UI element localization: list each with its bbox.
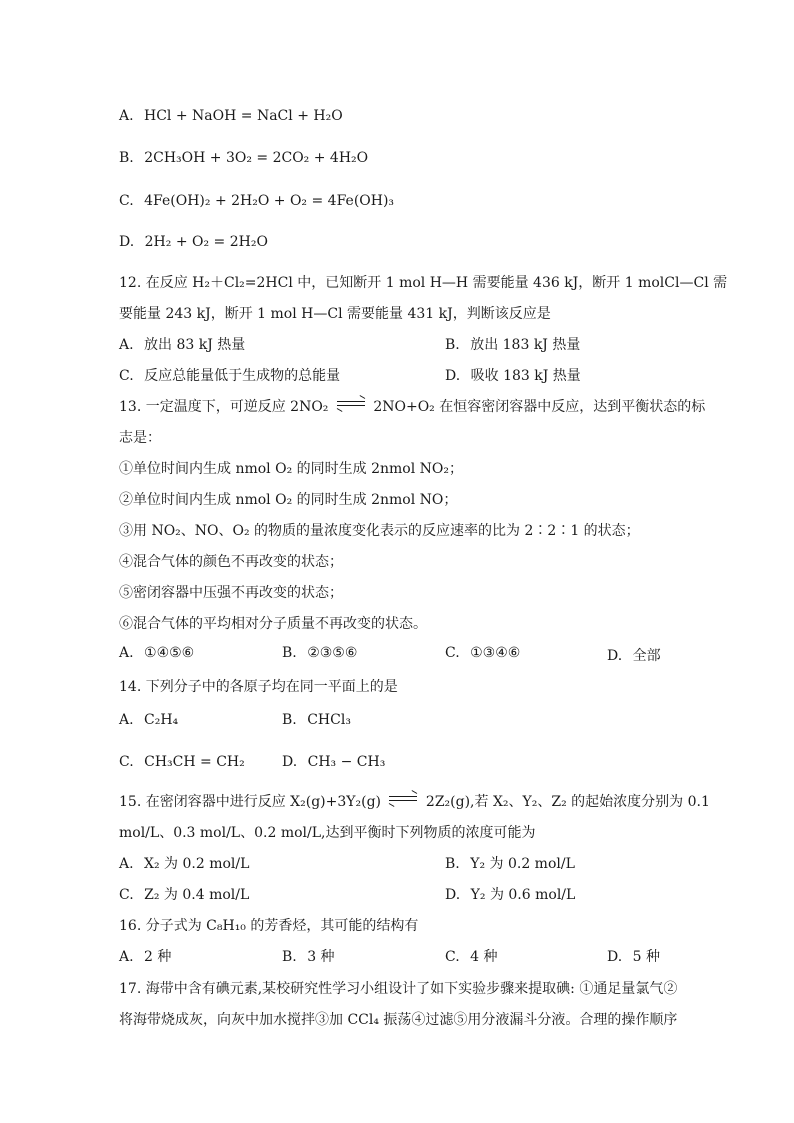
option-text: 4Fe(OH)₂ + 2H₂O + O₂ = 4Fe(OH)₃	[144, 193, 395, 209]
option-text: 吸收 183 kJ 热量	[470, 368, 581, 384]
q17-stem-line1: 17. 海带中含有碘元素,某校研究性学习小组设计了如下实验步骤来提取碘: ①通足量氯气②	[119, 981, 678, 997]
q12-stem-line1: 12. 在反应 H₂＋Cl₂=2HCl 中，已知断开 1 mol H—H 需要能量 436 kJ，断开 1 molCl—Cl 需	[119, 275, 728, 291]
option-text: ②③⑤⑥	[307, 645, 358, 661]
q17-stem-line2: 将海带烧成灰，向灰中加水搅拌③加 CCl₄ 振荡④过滤⑤用分液漏斗分液。合理的操作顺序	[119, 1012, 678, 1028]
option-text: HCl + NaOH = NaCl + H₂O	[144, 108, 343, 124]
option-text: 5 种	[632, 949, 660, 965]
option-text: CH₃CH = CH₂	[144, 754, 245, 770]
q13-item-5: ⑤密闭容器中压强不再改变的状态；	[119, 585, 343, 601]
q14-option-a	[119, 712, 178, 728]
option-text: 反应总能量低于生成物的总能量	[144, 368, 341, 384]
q13-item-4: ④混合气体的颜色不再改变的状态；	[119, 554, 343, 570]
option-text: X₂ 为 0.2 mol/L	[144, 856, 250, 872]
option-label: C.	[119, 887, 134, 903]
q14-option-c	[119, 754, 245, 770]
q11-option-d	[119, 234, 268, 250]
option-label: A.	[119, 712, 134, 728]
q13-item-3: ③用 NO₂、NO、O₂ 的物质的量浓度变化表示的反应速率的比为 2∶2∶1 的状态；	[119, 523, 640, 539]
stem-text: 2NO+O₂ 在恒容密闭容器中反应，达到平衡状态的标	[373, 399, 706, 415]
q16-stem: 16. 分子式为 C₈H₁₀ 的芳香烃，其可能的结构有	[119, 918, 419, 934]
q14-option-d	[282, 754, 385, 770]
option-text: 全部	[632, 648, 661, 664]
option-text: Y₂ 为 0.6 mol/L	[470, 887, 576, 903]
q13-stem-line1	[119, 396, 705, 416]
q16-option-d	[607, 946, 660, 966]
q13-item-6: ⑥混合气体的平均相对分子质量不再改变的状态。	[119, 616, 427, 632]
option-text: 4 种	[470, 949, 498, 965]
equilibrium-arrow-icon	[337, 399, 365, 409]
q12-option-d	[445, 365, 581, 385]
stem-text: 13. 一定温度下，可逆反应 2NO₂	[119, 399, 329, 415]
option-label: B.	[282, 949, 297, 965]
q16-option-a	[119, 946, 171, 966]
q13-option-d	[607, 645, 661, 665]
stem-text: 15. 在密闭容器中进行反应 X₂(g)+3Y₂(g)	[119, 794, 382, 810]
equilibrium-arrow-icon	[389, 794, 417, 804]
option-text: 放出 83 kJ 热量	[144, 337, 246, 353]
option-text: CH₃ − CH₃	[307, 754, 386, 770]
q15-option-a	[119, 853, 249, 873]
option-label: C.	[445, 949, 460, 965]
stem-text: 2Z₂(g),若 X₂、Y₂、Z₂ 的起始浓度分别为 0.1	[425, 794, 710, 810]
option-label: A.	[119, 949, 134, 965]
option-label: B.	[119, 150, 134, 166]
q15-stem-line1	[119, 791, 710, 811]
option-label: B.	[445, 856, 460, 872]
option-label: D.	[445, 887, 461, 903]
option-label: D.	[607, 949, 623, 965]
option-label: B.	[282, 712, 297, 728]
option-label: B.	[445, 337, 460, 353]
q12-option-b	[445, 334, 580, 354]
option-label: D.	[119, 234, 135, 250]
q15-option-c	[119, 884, 249, 904]
option-text: Z₂ 为 0.4 mol/L	[144, 887, 250, 903]
q15-option-b	[445, 853, 575, 873]
option-text: CHCl₃	[307, 712, 351, 728]
q14-stem: 14. 下列分子中的各原子均在同一平面上的是	[119, 679, 398, 695]
option-text: ①③④⑥	[470, 645, 521, 661]
q12-option-c	[119, 365, 340, 385]
q12-option-a	[119, 334, 245, 354]
option-text: 2 种	[144, 949, 172, 965]
option-text: 3 种	[307, 949, 335, 965]
option-label: B.	[282, 645, 297, 661]
q11-option-c	[119, 193, 394, 209]
q13-item-2: ②单位时间内生成 nmol O₂ 的同时生成 2nmol NO；	[119, 492, 458, 508]
q15-stem-line2: mol/L、0.3 mol/L、0.2 mol/L,达到平衡时下列物质的浓度可能为	[119, 825, 536, 841]
q13-item-1: ①单位时间内生成 nmol O₂ 的同时生成 2nmol NO₂；	[119, 461, 463, 477]
option-label: C.	[119, 368, 134, 384]
option-label: A.	[119, 645, 134, 661]
option-label: A.	[119, 108, 134, 124]
option-label: A.	[119, 856, 134, 872]
option-label: D.	[282, 754, 298, 770]
q14-option-b	[282, 712, 351, 728]
q12-stem-line2: 要能量 243 kJ，断开 1 mol H—Cl 需要能量 431 kJ，判断该反应是	[119, 306, 551, 322]
q13-option-c	[445, 645, 520, 661]
option-text: C₂H₄	[144, 712, 179, 728]
q13-stem-line2: 志是：	[119, 430, 161, 446]
option-label: D.	[607, 648, 623, 664]
q13-option-b	[282, 645, 357, 661]
option-text: ①④⑤⑥	[144, 645, 195, 661]
q13-option-a	[119, 645, 194, 661]
q15-option-d	[445, 884, 575, 904]
q11-option-b	[119, 150, 368, 166]
option-text: 2CH₃OH + 3O₂ = 2CO₂ + 4H₂O	[144, 150, 369, 166]
option-text: 放出 183 kJ 热量	[470, 337, 581, 353]
option-label: C.	[445, 645, 460, 661]
option-label: D.	[445, 368, 461, 384]
option-text: Y₂ 为 0.2 mol/L	[470, 856, 575, 872]
option-label: C.	[119, 754, 134, 770]
option-text: 2H₂ + O₂ = 2H₂O	[144, 234, 268, 250]
q16-option-b	[282, 946, 335, 966]
q11-option-a	[119, 108, 343, 124]
option-label: C.	[119, 193, 134, 209]
option-label: A.	[119, 337, 134, 353]
q16-option-c	[445, 946, 497, 966]
